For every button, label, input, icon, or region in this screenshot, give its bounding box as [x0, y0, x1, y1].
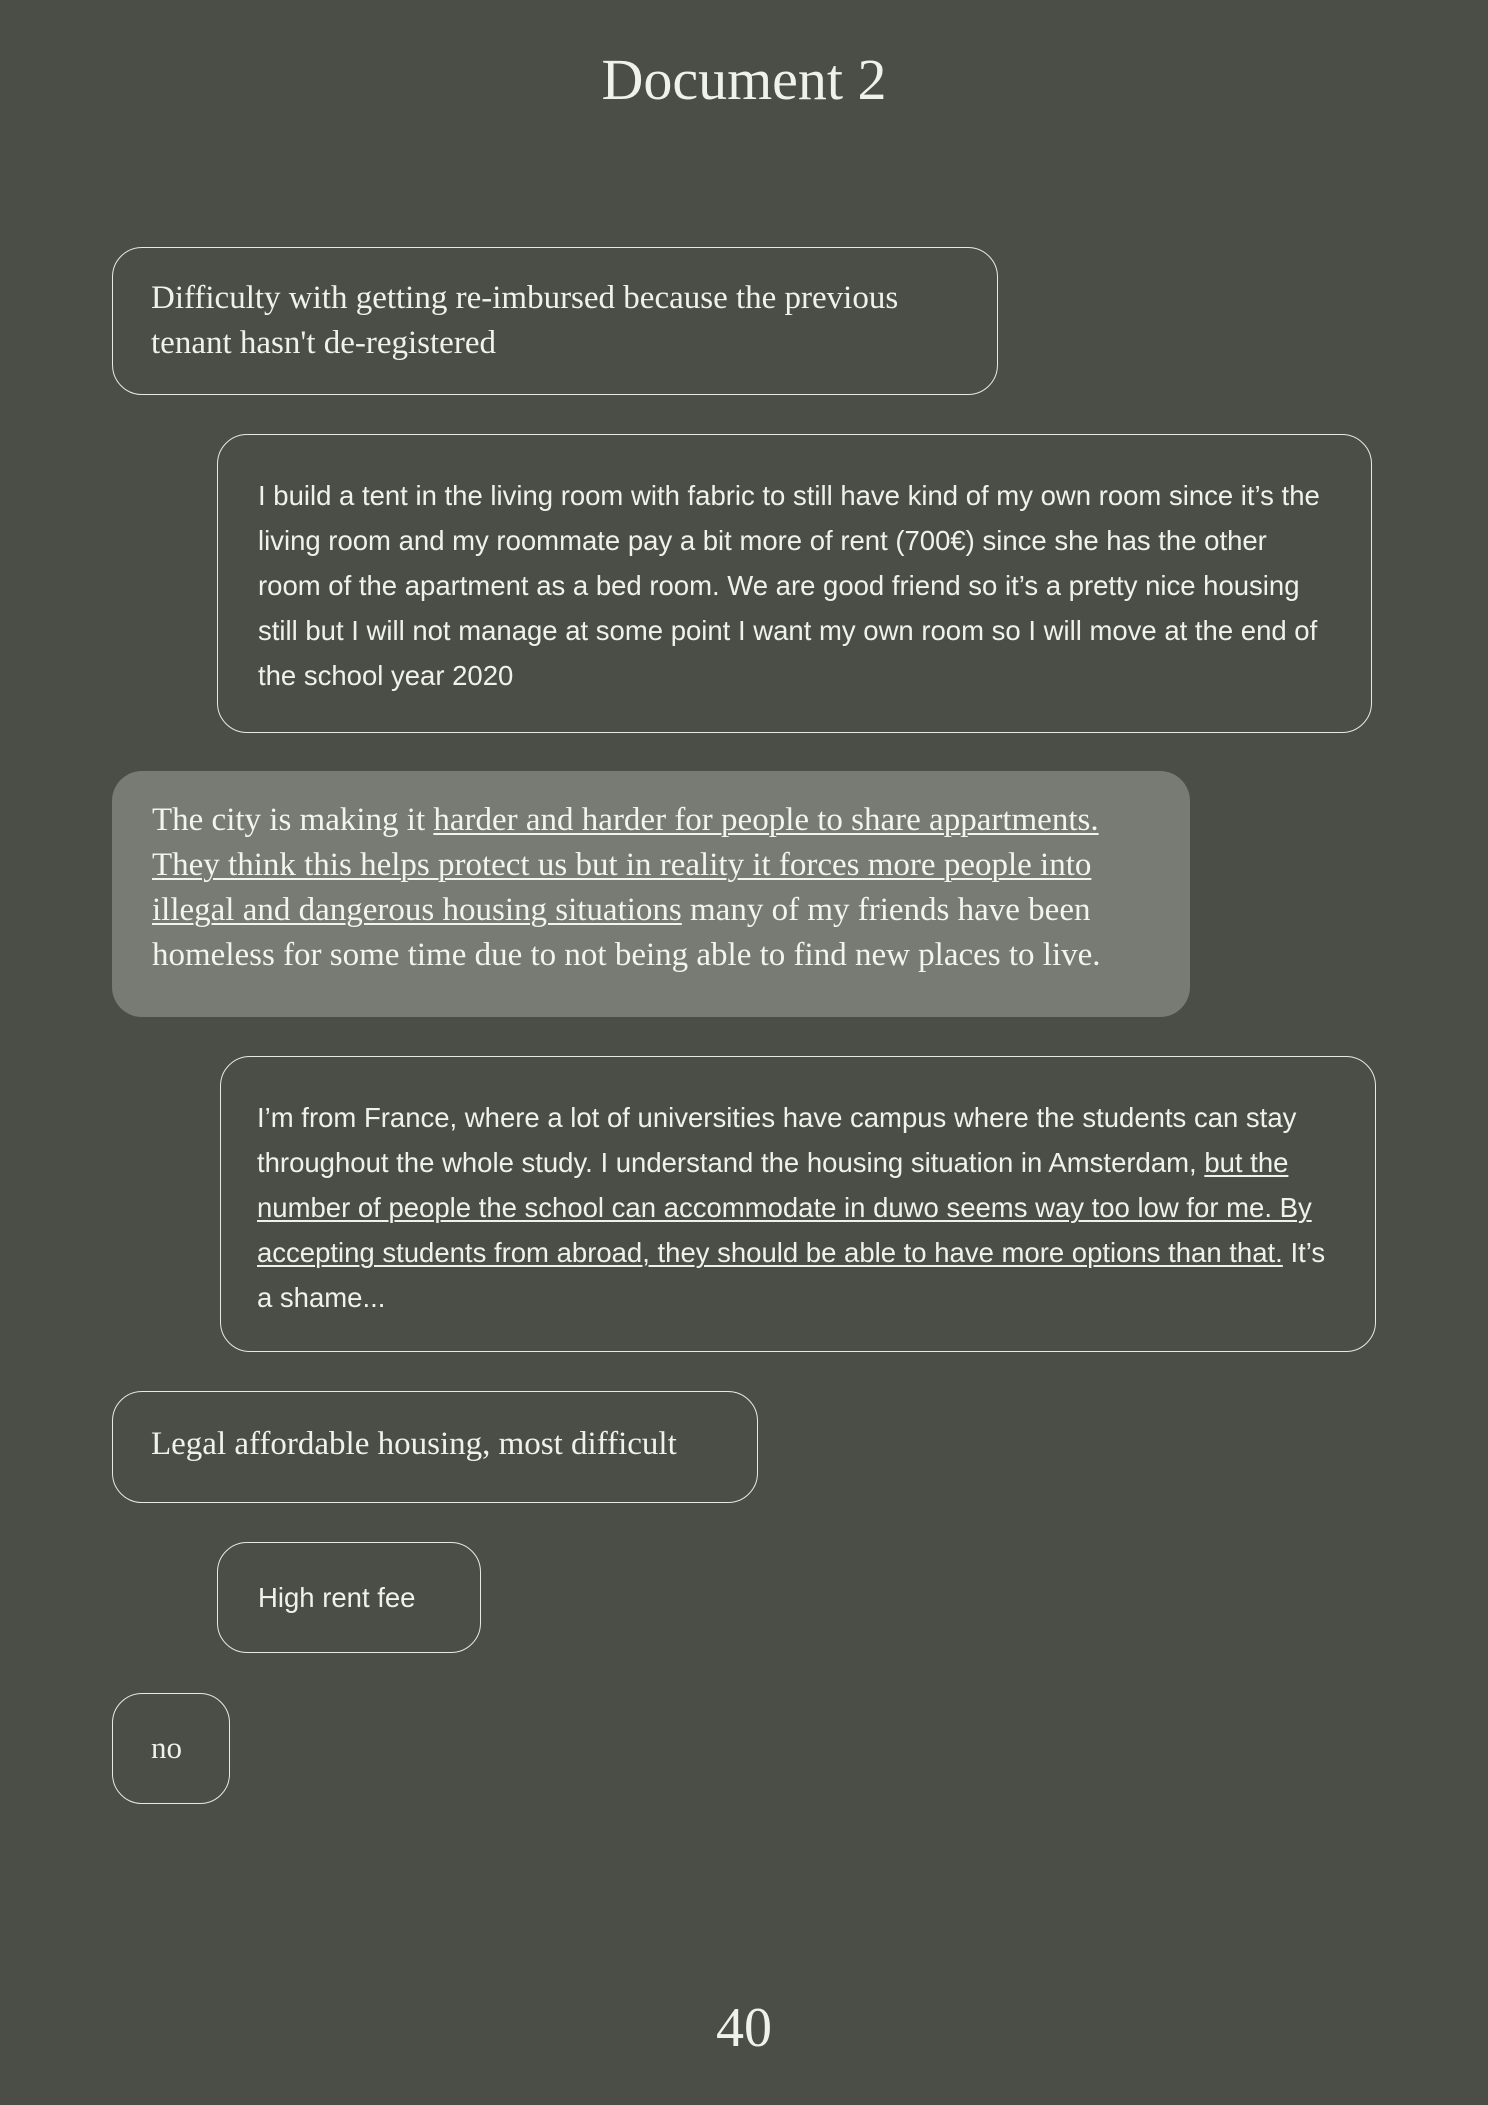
response-bubble-3-highlighted	[112, 771, 1190, 1017]
response-text-1: Difficulty with getting re-imbursed because the previous tenant hasn't de-registered	[151, 280, 899, 361]
response-bubble-4	[220, 1056, 1376, 1352]
response-text-3-underlined: harder and harder for people to share appartments. They think this helps protect us but in reality it forces more people into illegal and dangerous housing situations	[152, 802, 1099, 928]
response-bubble-2	[217, 434, 1372, 733]
response-text-3a: The city is making it	[152, 802, 434, 838]
response-bubble-1	[112, 247, 998, 395]
response-text-4-underlined: but the number of people the school can accommodate in duwo seems way too low for me. By accepting students from abroad, they should be able to have more options than that.	[257, 1147, 1312, 1268]
response-text-2: I build a tent in the living room with fabric to still have kind of my own room since it’s the living room and my roommate pay a bit more of rent (700€) since she has the other room of the apartment as a bed room. We are good friend so it’s a pretty nice housing still but I will not manage at some point I want my own room so I will move at the end of the school year 2020	[258, 480, 1320, 691]
response-text-4a: I’m from France, where a lot of universities have campus where the students can stay throughout the whole study. I understand the housing situation in Amsterdam,	[257, 1102, 1297, 1178]
response-text-6: High rent fee	[258, 1582, 416, 1613]
response-bubble-7	[112, 1693, 230, 1804]
page-title: Document 2	[601, 47, 887, 112]
page-number: 40	[716, 1997, 772, 2059]
response-text-3b: many of my friends have been homeless for some time due to not being able to find new places to live.	[152, 892, 1101, 973]
response-bubble-5	[112, 1391, 758, 1503]
response-bubble-6	[217, 1542, 481, 1653]
response-text-4b: It’s a shame...	[257, 1237, 1326, 1313]
response-text-5: Legal affordable housing, most difficult	[151, 1426, 677, 1462]
response-text-7: no	[151, 1730, 182, 1765]
